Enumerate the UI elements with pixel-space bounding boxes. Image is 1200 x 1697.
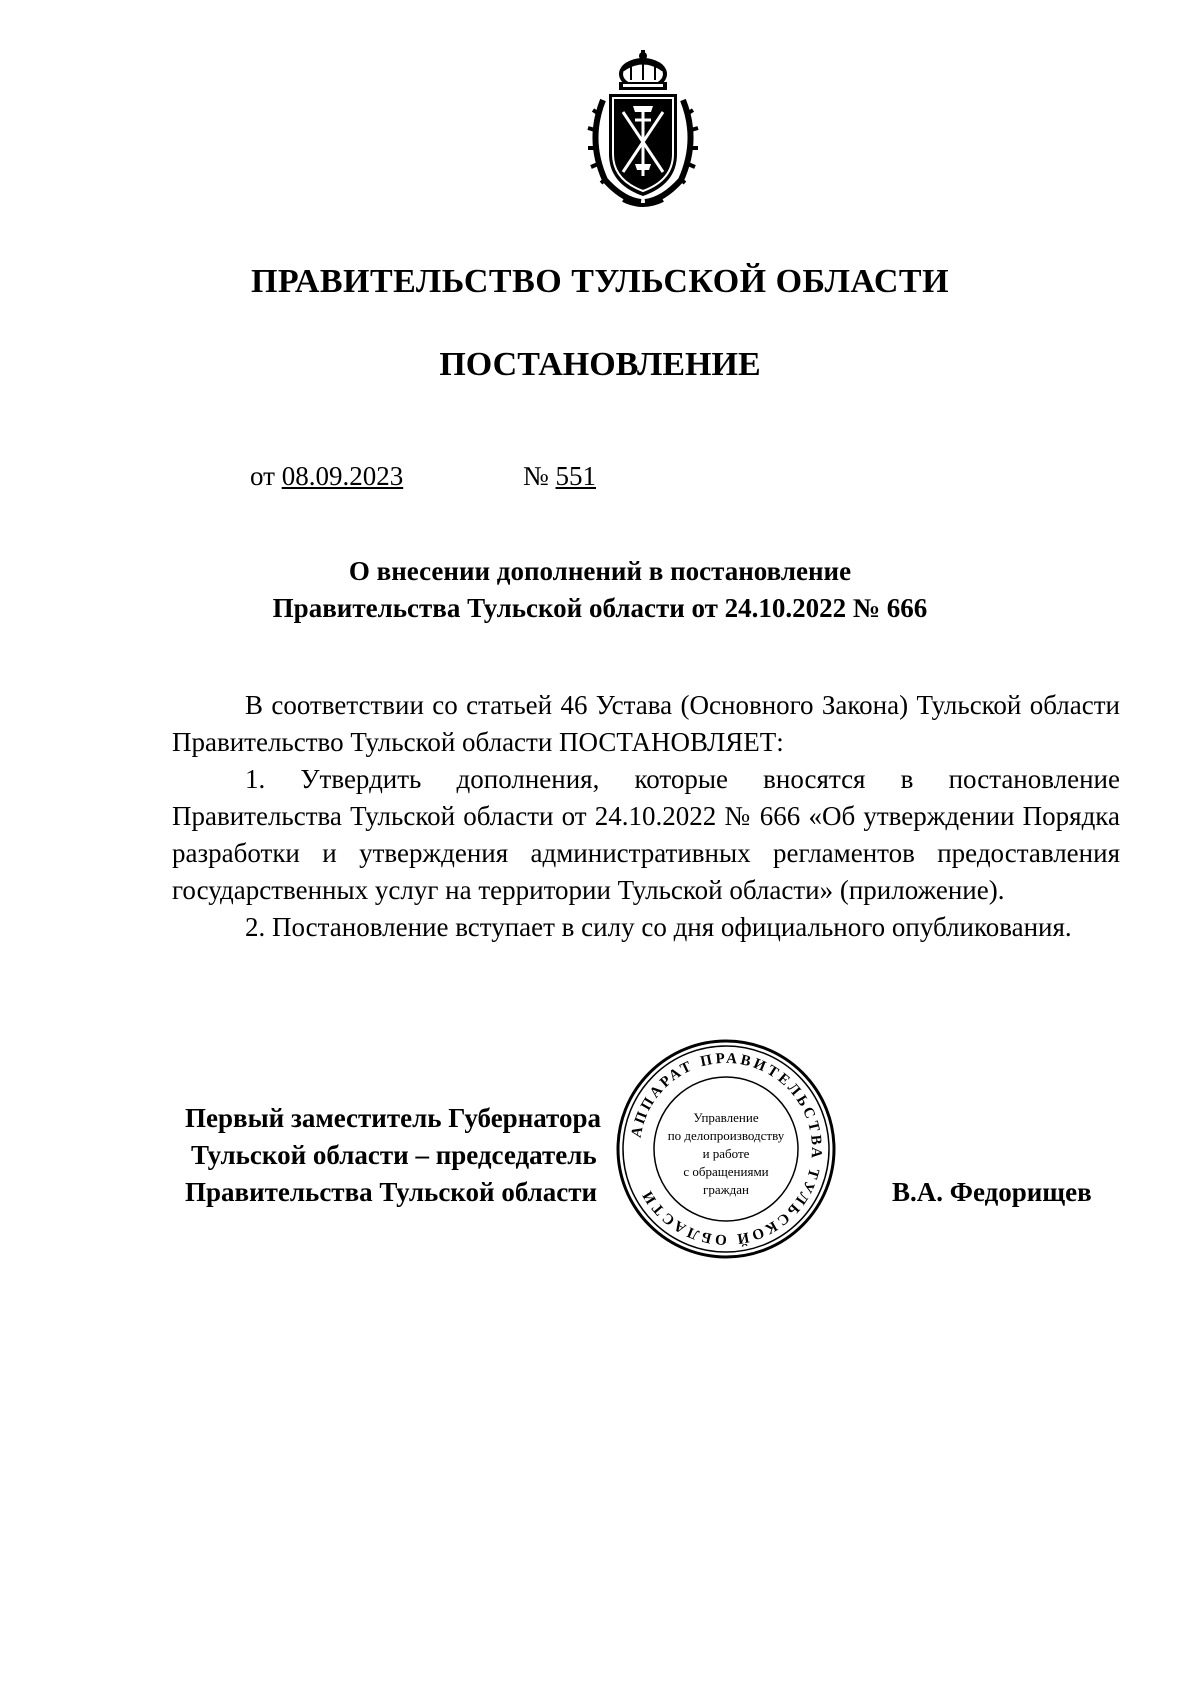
- seal-ring-text: АППАРАТ ПРАВИТЕЛЬСТВА ТУЛЬСКОЙ ОБЛАСТИ: [628, 1050, 825, 1248]
- official-seal-stamp: [615, 1038, 837, 1260]
- clause-2-paragraph: 2. Постановление вступает в силу со дня официального опубликования.: [245, 912, 1072, 942]
- subject-line-2: Правительства Тульской области от 24.10.2022 № 666: [272, 593, 928, 623]
- signatory-name: В.А. Федорищев: [892, 1177, 1092, 1207]
- date-prefix: от: [250, 461, 275, 491]
- coat-of-arms-icon: [583, 50, 703, 210]
- seal-center-line-1: Управление: [693, 1110, 759, 1125]
- seal-center-line-4: с обращениями: [683, 1164, 769, 1179]
- signatory-position: [185, 1100, 601, 1211]
- preamble-paragraph: В соответствии со статьей 46 Устава (Основного Закона) Тульской области Правительство Тульской области ПОСТАНОВЛЯЕТ:: [172, 690, 1120, 757]
- subject-line-1: О внесении дополнений в постановление: [348, 556, 852, 586]
- document-subject: [0, 553, 1200, 627]
- document-date: [250, 460, 403, 492]
- crown-icon: [619, 50, 667, 90]
- position-line-2: Тульской области – председатель: [191, 1140, 597, 1170]
- clause-1-paragraph: 1. Утвердить дополнения, которые вносятся в постановление Правительства Тульской области от 24.10.2022 № 666 «Об утверждении Порядка разработки и утверждения административных регламентов предоставления государственных услуг на территории Тульской области» (приложение).: [172, 764, 1120, 905]
- number-value: 551: [555, 461, 597, 491]
- document-number: [523, 460, 596, 492]
- seal-center-line-3: и работе: [702, 1146, 750, 1161]
- seal-center-line-5: граждан: [703, 1182, 749, 1197]
- government-name: ПРАВИТЕЛЬСТВО ТУЛЬСКОЙ ОБЛАСТИ: [250, 263, 950, 300]
- number-prefix: №: [523, 461, 549, 491]
- seal-center-line-2: по делопроизводству: [667, 1128, 785, 1143]
- document-type: ПОСТАНОВЛЕНИЕ: [439, 346, 761, 383]
- date-value: 08.09.2023: [281, 461, 404, 491]
- position-line-1: Первый заместитель Губернатора: [185, 1103, 601, 1133]
- document-body: [172, 687, 1120, 946]
- position-line-3: Правительства Тульской области: [185, 1177, 598, 1207]
